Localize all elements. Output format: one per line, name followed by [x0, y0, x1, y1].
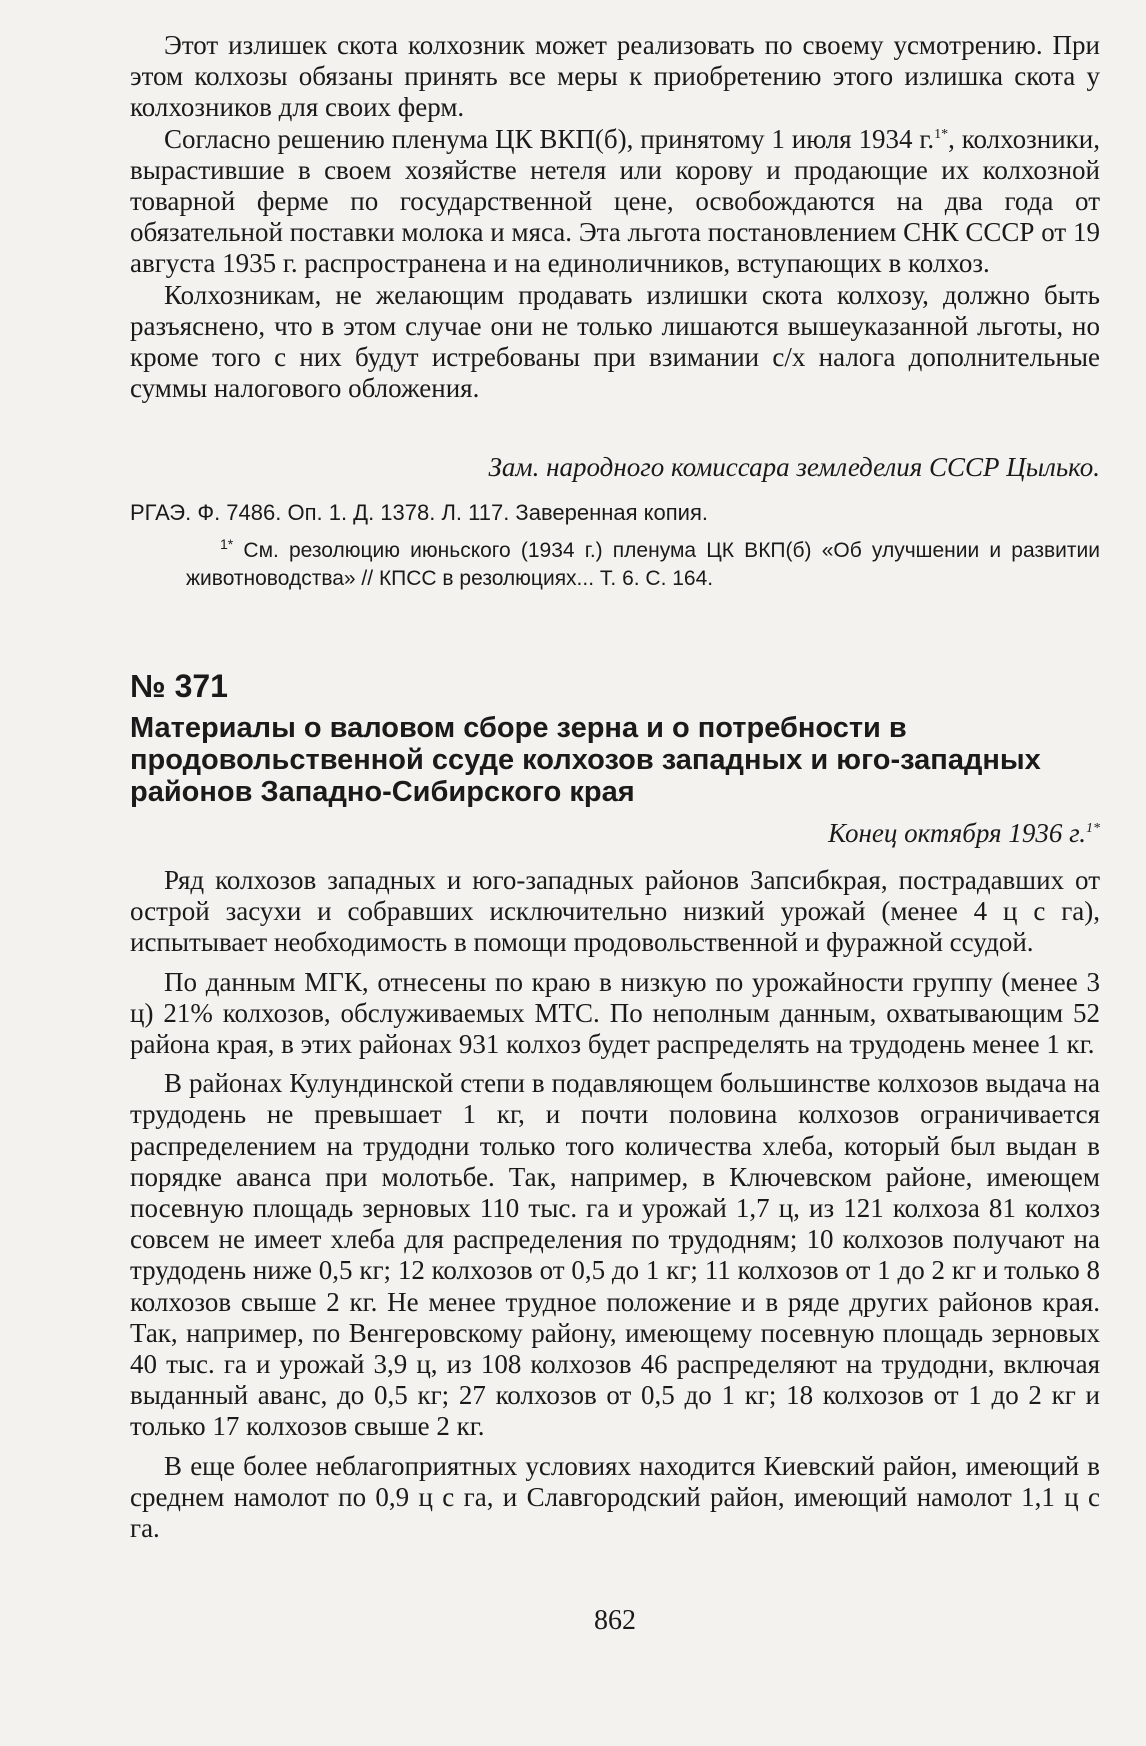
document-number: № 371 — [130, 668, 228, 704]
archive-reference-block — [130, 500, 1100, 526]
text-fragment: Согласно решению пленума ЦК ВКП(б), принятому 1 июля 1934 г. — [164, 123, 935, 154]
document-body — [130, 865, 1100, 1544]
date-text: Конец октября 1936 г. — [828, 818, 1086, 848]
footnote-mark: 1* — [220, 536, 234, 552]
document-title-block — [130, 712, 1100, 808]
document-title: Материалы о валовом сборе зерна и о потребности в продовольственной ссуде колхозов западных и юго-западных районов Западно-Сибирского края — [130, 712, 1041, 808]
text-fragment: , колхозники, вырастившие в своем хозяйстве нетеля или корову и продающие их колхозной товарной ферме по государственной цене, освобождаются на два года от обязательной поставки молока и мяса. Эта льгота постановлением СНК СССР от 19 августа 1935 г. распространена и на единоличников, вступающих в колхоз. — [130, 123, 1100, 279]
paragraph — [130, 124, 1100, 280]
signature: Зам. народного комиссара земледелия СССР Цылько. — [488, 452, 1100, 482]
footnote-reference[interactable]: 1* — [1086, 821, 1100, 836]
document-header — [130, 668, 1100, 705]
paragraph: В еще более неблагоприятных условиях находится Киевский район, имеющий в среднем намолот по 0,9 ц с га, и Славгородский район, имеющий намолот 1,1 ц с га. — [130, 1450, 1100, 1544]
footnote-reference[interactable]: 1* — [934, 126, 949, 142]
archive-reference: РГАЭ. Ф. 7486. Оп. 1. Д. 1378. Л. 117. Заверенная копия. — [130, 500, 708, 525]
signature-block — [130, 452, 1100, 483]
paragraph: По данным МГК, отнесены по краю в низкую по урожайности группу (менее 3 ц) 21% колхозов, обслуживаемых МТС. По неполным данным, охватывающим 52 района края, в этих районах 931 колхоз будет распределять на трудодень менее 1 кг. — [130, 966, 1100, 1060]
paragraph: Этот излишек скота колхозник может реализовать по своему усмотрению. При этом колхозы обязаны принять все меры к приобретению этого излишка скота у колхозников для своих ферм. — [130, 30, 1100, 123]
footnote-block — [130, 537, 1100, 593]
footnote-text: См. резолюцию июньского (1934 г.) пленума ЦК ВКП(б) «Об улучшении и развитии животноводства» // КПСС в резолюциях... Т. 6. С. 164. — [186, 539, 1100, 590]
document-date-block — [130, 818, 1100, 849]
paragraph: Колхозникам, не желающим продавать излишки скота колхозу, должно быть разъяснено, что в этом случае они не только лишаются вышеуказанной льготы, но кроме того с них будут истребованы при взимании с/х налога дополнительные суммы налогового обложения. — [130, 279, 1100, 404]
document-date — [130, 818, 1100, 849]
page-number: 862 — [594, 1605, 636, 1636]
footnote — [130, 537, 1100, 593]
paragraph: Ряд колхозов западных и юго-западных районов Запсибкрая, пострадавших от острой засухи и собравших исключительно низкий урожай (менее 4 ц с га), испытывает необходимость в помощи продовольственной и фуражной ссудой. — [130, 865, 1100, 958]
previous-document-ending — [130, 30, 1100, 404]
paragraph: В районах Кулундинской степи в подавляющем большинстве колхозов выдача на трудодень не превышает 1 кг, и почти половина колхозов ограничивается распределением на трудодни только того количества хлеба, который был выдан в порядке аванса при молотьбе. Так, например, в Ключевском районе, имеющем посевную площадь зерновых 110 тыс. га и урожай 1,7 ц, из 121 колхоза 81 колхоз совсем не имеет хлеба для распределения по трудодням; 10 колхозов получают на трудодень ниже 0,5 кг; 12 колхозов от 0,5 до 1 кг; 11 колхозов от 1 до 2 кг и только 8 колхозов свыше 2 кг. Не менее трудное положение и в ряде других районов края. Так, например, по Венгеровскому району, имеющему посевную площадь зерновых 40 тыс. га и урожай 3,9 ц, из 108 колхозов 46 распределяют на трудодни, включая выданный аванс, до 0,5 кг; 27 колхозов от 0,5 до 1 кг; 18 колхозов от 1 до 2 кг и только 17 колхозов свыше 2 кг. — [130, 1068, 1100, 1442]
page-footer — [130, 1605, 1100, 1637]
